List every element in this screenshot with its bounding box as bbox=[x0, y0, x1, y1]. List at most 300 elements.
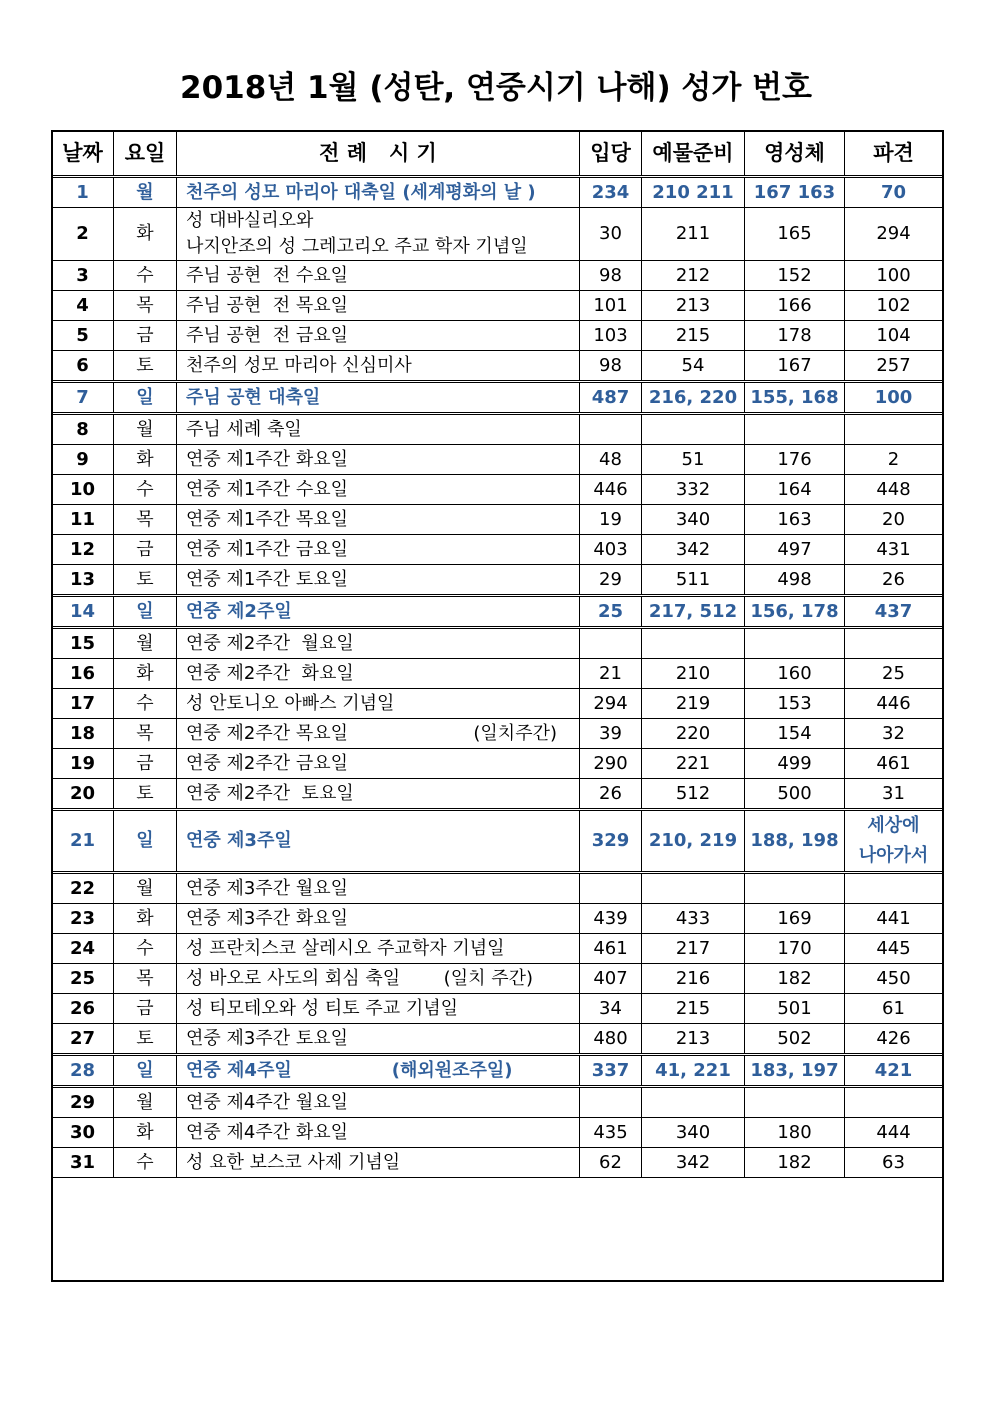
cell-entrance bbox=[580, 873, 642, 904]
cell-communion-text: 163 bbox=[777, 508, 812, 530]
cell-communion-text: 169 bbox=[777, 907, 812, 929]
cell-entrance bbox=[580, 445, 642, 475]
cell-weekday-text: 화 bbox=[136, 448, 154, 470]
header-weekday: 요일 bbox=[114, 131, 177, 177]
cell-date bbox=[52, 208, 114, 261]
cell-date-text: 5 bbox=[76, 324, 89, 346]
liturgy-text: 연중 제2주간 목요일 bbox=[186, 722, 348, 744]
cell-dismissal-text: 100 bbox=[874, 386, 913, 408]
cell-liturgy bbox=[177, 208, 580, 261]
cell-date bbox=[52, 565, 114, 596]
cell-date-text: 26 bbox=[69, 997, 96, 1019]
cell-liturgy bbox=[177, 445, 580, 475]
liturgy-text: 주님 세례 축일 bbox=[186, 418, 302, 440]
cell-weekday bbox=[114, 475, 177, 505]
table-row bbox=[52, 1148, 943, 1178]
cell-communion bbox=[745, 1148, 845, 1178]
table-row bbox=[52, 1055, 943, 1087]
cell-dismissal bbox=[845, 779, 943, 810]
cell-offertory bbox=[642, 934, 745, 964]
cell-dismissal bbox=[845, 1118, 943, 1148]
cell-liturgy bbox=[177, 659, 580, 689]
cell-weekday-text: 토 bbox=[136, 782, 154, 804]
cell-dismissal-text: 세상에 bbox=[867, 815, 920, 836]
cell-entrance-text: 435 bbox=[593, 1121, 628, 1143]
table-row bbox=[52, 749, 943, 779]
cell-date-text: 15 bbox=[69, 632, 96, 654]
cell-offertory bbox=[642, 208, 745, 261]
cell-liturgy bbox=[177, 873, 580, 904]
cell-offertory-text: 342 bbox=[675, 538, 711, 560]
cell-date bbox=[52, 445, 114, 475]
cell-weekday-text: 일 bbox=[136, 1059, 154, 1081]
cell-dismissal bbox=[845, 445, 943, 475]
liturgy-text: 연중 제4주일 bbox=[186, 1059, 292, 1081]
cell-offertory bbox=[642, 351, 745, 382]
cell-communion-text: 501 bbox=[777, 997, 812, 1019]
cell-date bbox=[52, 1148, 114, 1178]
cell-offertory bbox=[642, 810, 745, 873]
cell-entrance-text: 337 bbox=[591, 1059, 630, 1081]
cell-offertory-text: 511 bbox=[675, 568, 711, 590]
table-row bbox=[52, 934, 943, 964]
cell-entrance bbox=[580, 1087, 642, 1118]
cell-communion bbox=[745, 994, 845, 1024]
table-row bbox=[52, 475, 943, 505]
cell-date bbox=[52, 689, 114, 719]
cell-offertory-text: 342 bbox=[675, 1151, 711, 1173]
cell-liturgy bbox=[177, 351, 580, 382]
cell-communion bbox=[745, 719, 845, 749]
cell-entrance bbox=[580, 1055, 642, 1087]
cell-weekday bbox=[114, 208, 177, 261]
cell-offertory bbox=[642, 475, 745, 505]
table-row bbox=[52, 505, 943, 535]
cell-weekday bbox=[114, 810, 177, 873]
cell-date bbox=[52, 994, 114, 1024]
cell-communion bbox=[745, 321, 845, 351]
cell-dismissal-text: 104 bbox=[876, 324, 911, 346]
cell-entrance-text: 30 bbox=[599, 223, 622, 244]
table-row bbox=[52, 810, 943, 873]
cell-date-text: 2 bbox=[76, 223, 89, 244]
cell-liturgy bbox=[177, 964, 580, 994]
cell-liturgy bbox=[177, 1087, 580, 1118]
cell-offertory-text: 212 bbox=[675, 264, 711, 286]
cell-offertory-text: 213 bbox=[675, 1027, 711, 1049]
cell-date-text: 21 bbox=[69, 830, 96, 851]
cell-offertory bbox=[642, 628, 745, 659]
cell-communion-text: 176 bbox=[777, 448, 812, 470]
cell-dismissal-text: 445 bbox=[876, 937, 911, 959]
cell-date-text: 29 bbox=[69, 1091, 96, 1113]
table-row bbox=[52, 565, 943, 596]
cell-entrance bbox=[580, 628, 642, 659]
cell-dismissal-text: 257 bbox=[876, 354, 911, 376]
cell-dismissal bbox=[845, 749, 943, 779]
cell-date bbox=[52, 873, 114, 904]
cell-date-text: 13 bbox=[69, 568, 96, 590]
cell-weekday bbox=[114, 719, 177, 749]
cell-dismissal-text: 446 bbox=[876, 692, 911, 714]
cell-liturgy bbox=[177, 535, 580, 565]
cell-date-text: 24 bbox=[69, 937, 96, 959]
cell-communion bbox=[745, 351, 845, 382]
cell-date bbox=[52, 934, 114, 964]
cell-communion bbox=[745, 1055, 845, 1087]
cell-weekday-text: 목 bbox=[136, 294, 154, 316]
cell-liturgy bbox=[177, 994, 580, 1024]
cell-liturgy bbox=[177, 475, 580, 505]
cell-communion-text: 178 bbox=[777, 324, 812, 346]
cell-date-text: 6 bbox=[76, 354, 89, 376]
table-row bbox=[52, 1024, 943, 1055]
cell-entrance bbox=[580, 964, 642, 994]
cell-offertory bbox=[642, 994, 745, 1024]
cell-communion bbox=[745, 596, 845, 628]
liturgy-text: 연중 제4주간 화요일 bbox=[186, 1121, 348, 1143]
cell-offertory-text: 433 bbox=[675, 907, 711, 929]
cell-communion bbox=[745, 964, 845, 994]
cell-entrance bbox=[580, 382, 642, 414]
cell-dismissal-text: 61 bbox=[882, 997, 905, 1019]
cell-offertory-text: 210 211 bbox=[652, 181, 734, 203]
cell-liturgy bbox=[177, 261, 580, 291]
cell-entrance-text: 26 bbox=[599, 782, 622, 804]
cell-dismissal-text: 441 bbox=[876, 907, 911, 929]
liturgy-text: 성 바오로 사도의 회심 축일 bbox=[186, 967, 401, 989]
cell-date-text: 7 bbox=[76, 386, 89, 408]
cell-dismissal-text: 426 bbox=[876, 1027, 911, 1049]
cell-entrance-text: 29 bbox=[599, 568, 622, 590]
cell-weekday bbox=[114, 659, 177, 689]
cell-entrance-text: 234 bbox=[591, 181, 630, 203]
cell-offertory bbox=[642, 1024, 745, 1055]
cell-dismissal bbox=[845, 351, 943, 382]
cell-offertory bbox=[642, 779, 745, 810]
cell-offertory bbox=[642, 565, 745, 596]
cell-dismissal bbox=[845, 873, 943, 904]
cell-entrance bbox=[580, 321, 642, 351]
liturgy-text: 연중 제4주간 월요일 bbox=[186, 1091, 348, 1113]
cell-communion bbox=[745, 689, 845, 719]
cell-weekday-text: 수 bbox=[136, 692, 154, 714]
cell-offertory bbox=[642, 873, 745, 904]
cell-dismissal bbox=[845, 719, 943, 749]
cell-dismissal-text: 100 bbox=[876, 264, 911, 286]
cell-liturgy bbox=[177, 565, 580, 596]
cell-liturgy bbox=[177, 1024, 580, 1055]
cell-offertory bbox=[642, 689, 745, 719]
cell-dismissal bbox=[845, 208, 943, 261]
cell-date-text: 27 bbox=[69, 1027, 96, 1049]
cell-weekday-text: 목 bbox=[136, 722, 154, 744]
cell-weekday-text: 일 bbox=[136, 830, 154, 851]
cell-entrance bbox=[580, 414, 642, 445]
cell-entrance-text: 446 bbox=[593, 478, 628, 500]
cell-communion bbox=[745, 1024, 845, 1055]
cell-entrance bbox=[580, 177, 642, 208]
cell-date bbox=[52, 261, 114, 291]
cell-offertory bbox=[642, 1055, 745, 1087]
cell-weekday-text: 화 bbox=[136, 1121, 154, 1143]
cell-date-text: 12 bbox=[69, 538, 96, 560]
cell-communion-text: 160 bbox=[777, 662, 812, 684]
cell-date bbox=[52, 1055, 114, 1087]
table-header bbox=[52, 131, 943, 177]
cell-communion-text: 180 bbox=[777, 1121, 812, 1143]
cell-dismissal-text: 421 bbox=[874, 1059, 913, 1081]
cell-dismissal-text: 444 bbox=[876, 1121, 911, 1143]
cell-dismissal bbox=[845, 505, 943, 535]
cell-communion bbox=[745, 291, 845, 321]
cell-date-text: 23 bbox=[69, 907, 96, 929]
cell-offertory-text: 216 bbox=[675, 967, 711, 989]
cell-date bbox=[52, 719, 114, 749]
cell-entrance bbox=[580, 749, 642, 779]
cell-entrance-text: 329 bbox=[591, 830, 630, 851]
cell-weekday-text: 월 bbox=[136, 877, 154, 899]
cell-dismissal bbox=[845, 994, 943, 1024]
cell-date-text: 31 bbox=[69, 1151, 96, 1173]
cell-dismissal bbox=[845, 964, 943, 994]
cell-entrance bbox=[580, 208, 642, 261]
cell-date bbox=[52, 475, 114, 505]
cell-communion-text: 166 bbox=[777, 294, 812, 316]
cell-offertory bbox=[642, 445, 745, 475]
cell-dismissal bbox=[845, 535, 943, 565]
cell-dismissal bbox=[845, 261, 943, 291]
cell-liturgy bbox=[177, 291, 580, 321]
cell-dismissal-text: 25 bbox=[882, 662, 905, 684]
table-row bbox=[52, 994, 943, 1024]
cell-liturgy bbox=[177, 382, 580, 414]
cell-weekday bbox=[114, 873, 177, 904]
table-row bbox=[52, 719, 943, 749]
cell-offertory-text: 340 bbox=[675, 508, 711, 530]
cell-communion bbox=[745, 779, 845, 810]
liturgy-text: 성 티모테오와 성 티토 주교 기념일 bbox=[186, 997, 459, 1019]
table-row bbox=[52, 873, 943, 904]
cell-entrance bbox=[580, 719, 642, 749]
cell-weekday-text: 월 bbox=[136, 632, 154, 654]
cell-communion-text: 152 bbox=[777, 264, 812, 286]
cell-dismissal-text: 63 bbox=[882, 1151, 905, 1173]
cell-date bbox=[52, 382, 114, 414]
cell-weekday bbox=[114, 1087, 177, 1118]
cell-dismissal-text: 437 bbox=[874, 600, 913, 622]
liturgy-text: 주님 공현 대축일 bbox=[186, 386, 321, 408]
cell-entrance-text: 34 bbox=[599, 997, 622, 1019]
cell-entrance-text: 19 bbox=[599, 508, 622, 530]
table-row bbox=[52, 261, 943, 291]
cell-communion bbox=[745, 565, 845, 596]
cell-date-text: 8 bbox=[76, 418, 89, 440]
cell-dismissal bbox=[845, 628, 943, 659]
cell-communion-text: 154 bbox=[777, 722, 812, 744]
liturgy-text: 주님 공현 전 수요일 bbox=[186, 264, 348, 286]
cell-weekday-text: 수 bbox=[136, 478, 154, 500]
cell-weekday bbox=[114, 321, 177, 351]
cell-weekday-text: 금 bbox=[136, 997, 154, 1019]
cell-dismissal-text: 431 bbox=[876, 538, 911, 560]
cell-communion-text: 153 bbox=[777, 692, 812, 714]
cell-dismissal-text: 450 bbox=[876, 967, 911, 989]
cell-communion-text: 188, 198 bbox=[750, 830, 839, 851]
cell-liturgy bbox=[177, 414, 580, 445]
cell-offertory-text: 213 bbox=[675, 294, 711, 316]
cell-communion-text: 500 bbox=[777, 782, 812, 804]
liturgy-text: 주님 공현 전 목요일 bbox=[186, 294, 348, 316]
cell-liturgy bbox=[177, 505, 580, 535]
cell-liturgy bbox=[177, 934, 580, 964]
cell-dismissal bbox=[845, 382, 943, 414]
table-row bbox=[52, 1087, 943, 1118]
cell-dismissal-text: 20 bbox=[882, 508, 905, 530]
cell-weekday-text: 수 bbox=[136, 264, 154, 286]
cell-entrance bbox=[580, 291, 642, 321]
table-row bbox=[52, 779, 943, 810]
cell-offertory-text: 51 bbox=[681, 448, 705, 470]
table-row bbox=[52, 321, 943, 351]
cell-entrance bbox=[580, 689, 642, 719]
cell-weekday bbox=[114, 1148, 177, 1178]
cell-communion bbox=[745, 177, 845, 208]
cell-dismissal-text: 26 bbox=[882, 568, 905, 590]
cell-offertory-text: 340 bbox=[675, 1121, 711, 1143]
table-body bbox=[52, 177, 943, 1178]
cell-communion-text: 499 bbox=[777, 752, 812, 774]
cell-offertory bbox=[642, 749, 745, 779]
cell-entrance bbox=[580, 659, 642, 689]
cell-weekday bbox=[114, 1055, 177, 1087]
cell-dismissal bbox=[845, 1087, 943, 1118]
cell-weekday-text: 수 bbox=[136, 937, 154, 959]
cell-communion-text: 497 bbox=[777, 538, 812, 560]
cell-offertory bbox=[642, 505, 745, 535]
cell-offertory bbox=[642, 291, 745, 321]
cell-entrance-text: 101 bbox=[593, 294, 628, 316]
cell-communion bbox=[745, 382, 845, 414]
cell-dismissal-text: 70 bbox=[880, 181, 907, 203]
cell-date-text: 20 bbox=[69, 782, 96, 804]
cell-weekday bbox=[114, 994, 177, 1024]
cell-weekday bbox=[114, 628, 177, 659]
cell-dismissal-text: 448 bbox=[876, 478, 911, 500]
cell-date bbox=[52, 351, 114, 382]
cell-liturgy bbox=[177, 321, 580, 351]
cell-communion-text: 502 bbox=[777, 1027, 812, 1049]
cell-weekday-text: 일 bbox=[136, 600, 154, 622]
liturgy-text: 천주의 성모 마리아 신심미사 bbox=[186, 354, 412, 376]
table-row bbox=[52, 689, 943, 719]
cell-weekday bbox=[114, 596, 177, 628]
header-dismissal: 파견 bbox=[845, 131, 943, 177]
cell-entrance bbox=[580, 261, 642, 291]
cell-date-text: 4 bbox=[76, 294, 89, 316]
cell-weekday-text: 수 bbox=[136, 1151, 154, 1173]
cell-date-text: 14 bbox=[69, 600, 96, 622]
cell-date-text: 3 bbox=[76, 264, 89, 286]
cell-offertory-text: 210, 219 bbox=[648, 830, 738, 851]
cell-liturgy bbox=[177, 749, 580, 779]
cell-communion bbox=[745, 445, 845, 475]
cell-communion-text: 155, 168 bbox=[750, 386, 839, 408]
cell-offertory bbox=[642, 414, 745, 445]
cell-entrance bbox=[580, 779, 642, 810]
cell-entrance bbox=[580, 565, 642, 596]
cell-date-text: 18 bbox=[69, 722, 96, 744]
cell-entrance-text: 294 bbox=[593, 692, 628, 714]
table-row bbox=[52, 291, 943, 321]
cell-weekday bbox=[114, 414, 177, 445]
header-communion: 영성체 bbox=[745, 131, 845, 177]
liturgy-text: 연중 제1주간 토요일 bbox=[186, 568, 348, 590]
cell-weekday-text: 화 bbox=[136, 907, 154, 929]
cell-date bbox=[52, 964, 114, 994]
table-row bbox=[52, 1118, 943, 1148]
cell-communion-text: 167 163 bbox=[753, 181, 836, 203]
cell-offertory-text: 332 bbox=[675, 478, 711, 500]
cell-entrance bbox=[580, 810, 642, 873]
cell-weekday bbox=[114, 445, 177, 475]
cell-weekday bbox=[114, 382, 177, 414]
liturgy-text: 천주의 성모 마리아 대축일 (세계평화의 날 ) bbox=[186, 181, 536, 203]
cell-communion-text: 164 bbox=[777, 478, 812, 500]
cell-communion bbox=[745, 261, 845, 291]
cell-dismissal bbox=[845, 565, 943, 596]
cell-offertory bbox=[642, 321, 745, 351]
cell-entrance bbox=[580, 934, 642, 964]
cell-offertory bbox=[642, 719, 745, 749]
cell-dismissal-text: 461 bbox=[876, 752, 911, 774]
cell-offertory bbox=[642, 964, 745, 994]
cell-communion bbox=[745, 535, 845, 565]
cell-offertory bbox=[642, 1148, 745, 1178]
cell-date bbox=[52, 749, 114, 779]
cell-weekday bbox=[114, 749, 177, 779]
cell-offertory bbox=[642, 1118, 745, 1148]
cell-communion bbox=[745, 1118, 845, 1148]
cell-liturgy bbox=[177, 177, 580, 208]
cell-date bbox=[52, 177, 114, 208]
cell-weekday bbox=[114, 934, 177, 964]
cell-liturgy bbox=[177, 779, 580, 810]
page-title: 2018년 1월 (성탄, 연중시기 나해) 성가 번호 bbox=[180, 70, 812, 106]
header-liturgy: 전 례 시 기 bbox=[177, 131, 580, 177]
table-row bbox=[52, 904, 943, 934]
cell-entrance-text: 487 bbox=[591, 386, 630, 408]
cell-weekday-text: 화 bbox=[136, 662, 154, 684]
cell-weekday-text: 목 bbox=[136, 508, 154, 530]
cell-offertory-text: 221 bbox=[675, 752, 711, 774]
table-row bbox=[52, 596, 943, 628]
cell-entrance-text: 98 bbox=[599, 354, 622, 376]
cell-dismissal bbox=[845, 1055, 943, 1087]
cell-entrance bbox=[580, 596, 642, 628]
cell-offertory bbox=[642, 904, 745, 934]
liturgy-note: (해외원조주일) bbox=[391, 1059, 513, 1081]
liturgy-text: 연중 제1주간 목요일 bbox=[186, 508, 348, 530]
cell-entrance bbox=[580, 1148, 642, 1178]
liturgy-text: 성 안토니오 아빠스 기념일 bbox=[186, 692, 395, 714]
cell-entrance-text: 480 bbox=[593, 1027, 628, 1049]
cell-communion-text: 167 bbox=[777, 354, 812, 376]
cell-weekday bbox=[114, 535, 177, 565]
liturgy-note: (일치 주간) bbox=[443, 967, 533, 989]
cell-weekday bbox=[114, 565, 177, 596]
table-row bbox=[52, 628, 943, 659]
